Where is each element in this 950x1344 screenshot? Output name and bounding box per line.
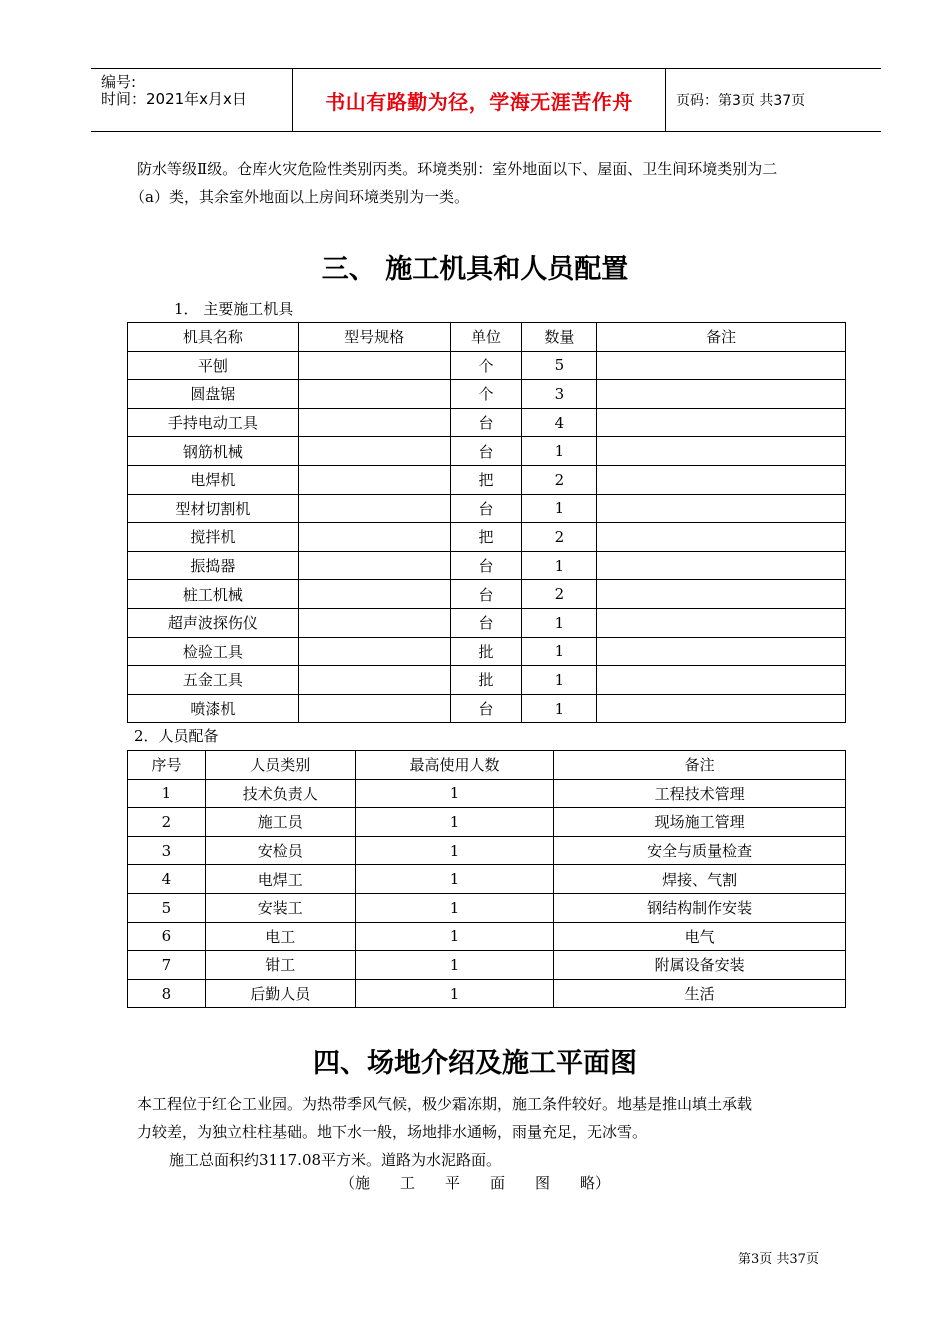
- column-header: 数量: [522, 323, 597, 352]
- table-cell: 1: [522, 551, 597, 580]
- equipment-row: [128, 666, 846, 695]
- table-cell: 2: [522, 523, 597, 552]
- table-cell: 1: [522, 637, 597, 666]
- equipment-table-header: [128, 323, 846, 352]
- table-cell: 台: [450, 494, 522, 523]
- table-cell: 1: [522, 666, 597, 695]
- equipment-row: [128, 380, 846, 409]
- table-cell: 手持电动工具: [128, 408, 299, 437]
- table-cell: 型材切割机: [128, 494, 299, 523]
- table-cell: 1: [355, 836, 554, 865]
- table-cell: 电气: [554, 922, 846, 951]
- staff-caption: 2．人员配备: [134, 727, 219, 745]
- table-cell: [298, 694, 450, 723]
- table-cell: 2: [522, 580, 597, 609]
- table-cell: [298, 666, 450, 695]
- table-cell: [298, 465, 450, 494]
- equipment-row: [128, 580, 846, 609]
- table-cell: [298, 551, 450, 580]
- column-header: 单位: [450, 323, 522, 352]
- header-page-info: 页码：第3页 共37页: [676, 93, 806, 109]
- equipment-caption: 1． 主要施工机具: [174, 300, 294, 318]
- staff-row: [128, 808, 846, 837]
- table-cell: 电工: [205, 922, 355, 951]
- table-cell: [298, 608, 450, 637]
- table-cell: 1: [355, 979, 554, 1008]
- equipment-row: [128, 465, 846, 494]
- table-cell: [597, 380, 846, 409]
- table-cell: [298, 494, 450, 523]
- table-cell: 圆盘锯: [128, 380, 299, 409]
- staff-row: [128, 865, 846, 894]
- table-cell: 振捣器: [128, 551, 299, 580]
- column-header: 序号: [128, 751, 206, 780]
- table-cell: 台: [450, 551, 522, 580]
- page-footer: 第3页 共37页: [738, 1252, 819, 1267]
- table-cell: 钢结构制作安装: [554, 893, 846, 922]
- header-meta: [91, 69, 292, 131]
- site-description-line-1: 本工程位于红仑工业园。为热带季风气候，极少霜冻期，施工条件较好。地基是推山填土承载: [137, 1095, 753, 1113]
- table-cell: 2: [522, 465, 597, 494]
- table-cell: [597, 580, 846, 609]
- table-cell: 台: [450, 580, 522, 609]
- table-cell: 1: [355, 865, 554, 894]
- table-cell: 3: [128, 836, 206, 865]
- table-cell: [597, 465, 846, 494]
- table-cell: [597, 694, 846, 723]
- document-number-label: 编号:: [101, 73, 137, 91]
- table-cell: [597, 666, 846, 695]
- table-cell: [298, 437, 450, 466]
- table-cell: 1: [522, 694, 597, 723]
- column-header: 机具名称: [128, 323, 299, 352]
- table-cell: 超声波探伤仪: [128, 608, 299, 637]
- equipment-row: [128, 437, 846, 466]
- table-cell: 1: [128, 779, 206, 808]
- table-cell: 五金工具: [128, 666, 299, 695]
- table-cell: 1: [355, 951, 554, 980]
- staff-table: [127, 750, 846, 1008]
- table-cell: 把: [450, 465, 522, 494]
- table-cell: 1: [355, 922, 554, 951]
- equipment-table-body: [128, 351, 846, 723]
- table-cell: [597, 637, 846, 666]
- table-cell: 1: [522, 494, 597, 523]
- staff-table-body: [128, 779, 846, 1008]
- header-motto: [292, 69, 666, 131]
- table-cell: 个: [450, 351, 522, 380]
- staff-row: [128, 922, 846, 951]
- table-cell: 台: [450, 437, 522, 466]
- table-cell: 安装工: [205, 893, 355, 922]
- table-cell: 附属设备安装: [554, 951, 846, 980]
- table-cell: [597, 408, 846, 437]
- table-cell: 1: [355, 808, 554, 837]
- table-cell: [298, 637, 450, 666]
- section-4-title: 四、场地介绍及施工平面图: [313, 1048, 637, 1079]
- table-cell: 后勤人员: [205, 979, 355, 1008]
- table-cell: 施工员: [205, 808, 355, 837]
- column-header: 备注: [597, 323, 846, 352]
- equipment-row: [128, 408, 846, 437]
- table-cell: 工程技术管理: [554, 779, 846, 808]
- table-cell: 检验工具: [128, 637, 299, 666]
- table-cell: 5: [522, 351, 597, 380]
- table-cell: 技术负责人: [205, 779, 355, 808]
- table-cell: 安全与质量检查: [554, 836, 846, 865]
- table-cell: 钢筋机械: [128, 437, 299, 466]
- table-cell: 批: [450, 637, 522, 666]
- equipment-row: [128, 523, 846, 552]
- table-cell: 5: [128, 893, 206, 922]
- table-cell: 台: [450, 608, 522, 637]
- equipment-row: [128, 551, 846, 580]
- table-cell: [597, 351, 846, 380]
- table-cell: 1: [355, 893, 554, 922]
- column-header: 最高使用人数: [355, 751, 554, 780]
- site-area-text: 施工总面积约3117.08平方米。道路为水泥路面。: [169, 1151, 502, 1169]
- table-cell: [298, 523, 450, 552]
- table-cell: [597, 523, 846, 552]
- table-cell: 台: [450, 408, 522, 437]
- motto-text: 书山有路勤为径，学海无涯苦作舟: [325, 89, 633, 114]
- table-cell: [597, 551, 846, 580]
- table-cell: [298, 408, 450, 437]
- section-3-title: 三、 施工机具和人员配置: [321, 254, 629, 285]
- table-cell: 生活: [554, 979, 846, 1008]
- table-cell: 平刨: [128, 351, 299, 380]
- table-cell: 4: [522, 408, 597, 437]
- table-cell: [597, 494, 846, 523]
- staff-row: [128, 979, 846, 1008]
- table-cell: 搅拌机: [128, 523, 299, 552]
- staff-row: [128, 893, 846, 922]
- equipment-table: [127, 322, 846, 723]
- table-cell: 电焊工: [205, 865, 355, 894]
- table-cell: 1: [522, 437, 597, 466]
- table-cell: 4: [128, 865, 206, 894]
- equipment-row: [128, 494, 846, 523]
- table-cell: 8: [128, 979, 206, 1008]
- table-cell: [597, 437, 846, 466]
- document-time-label: 时间：2021年x月x日: [101, 90, 247, 108]
- page-header: [91, 68, 881, 132]
- staff-row: [128, 836, 846, 865]
- column-header: 型号规格: [298, 323, 450, 352]
- table-cell: 钳工: [205, 951, 355, 980]
- table-cell: 现场施工管理: [554, 808, 846, 837]
- figure-caption: （施 工 平 面 图 略）: [339, 1174, 610, 1192]
- table-cell: [298, 380, 450, 409]
- site-description-line-2: 力较差，为独立柱柱基础。地下水一般，场地排水通畅，雨量充足，无冰雪。: [137, 1123, 648, 1141]
- staff-row: [128, 951, 846, 980]
- table-cell: 个: [450, 380, 522, 409]
- table-cell: 台: [450, 694, 522, 723]
- table-cell: 把: [450, 523, 522, 552]
- table-cell: 1: [522, 608, 597, 637]
- equipment-row: [128, 351, 846, 380]
- table-cell: 喷漆机: [128, 694, 299, 723]
- equipment-row: [128, 608, 846, 637]
- staff-row: [128, 779, 846, 808]
- table-cell: 桩工机械: [128, 580, 299, 609]
- table-cell: 电焊机: [128, 465, 299, 494]
- table-cell: 1: [355, 779, 554, 808]
- column-header: 人员类别: [205, 751, 355, 780]
- staff-table-header: [128, 751, 846, 780]
- table-cell: [597, 608, 846, 637]
- table-cell: 安检员: [205, 836, 355, 865]
- intro-line-1: 防水等级Ⅱ级。仓库火灾危险性类别丙类。环境类别：室外地面以下、屋面、卫生间环境类别为二: [137, 160, 778, 178]
- table-cell: 批: [450, 666, 522, 695]
- table-cell: [298, 580, 450, 609]
- table-cell: 7: [128, 951, 206, 980]
- table-cell: 焊接、气割: [554, 865, 846, 894]
- equipment-row: [128, 637, 846, 666]
- intro-line-2: （a）类，其余室外地面以上房间环境类别为一类。: [130, 188, 469, 206]
- table-cell: 3: [522, 380, 597, 409]
- table-cell: 6: [128, 922, 206, 951]
- table-cell: 2: [128, 808, 206, 837]
- column-header: 备注: [554, 751, 846, 780]
- equipment-row: [128, 694, 846, 723]
- table-cell: [298, 351, 450, 380]
